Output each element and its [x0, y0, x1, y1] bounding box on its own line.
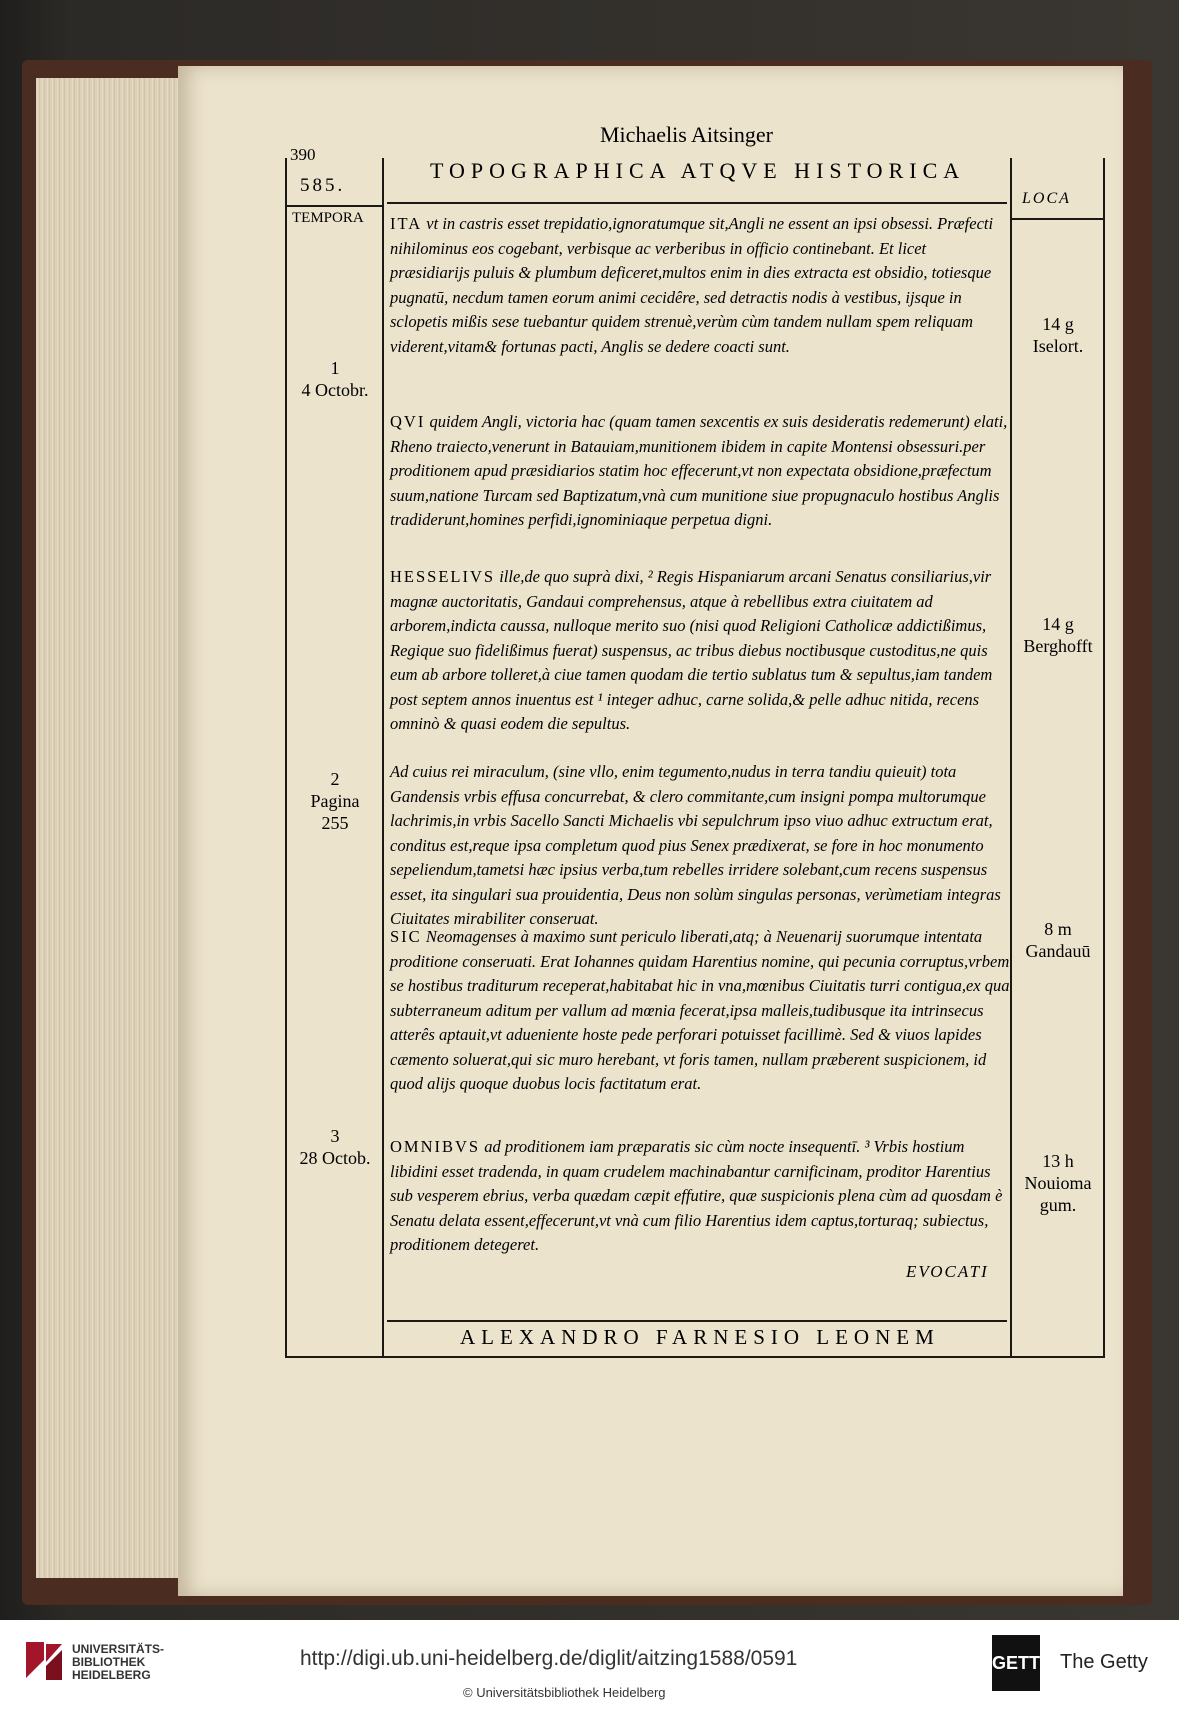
frame-left-rule	[285, 158, 287, 1358]
getty-logo-icon: GETTY	[992, 1635, 1040, 1691]
library-name: UNIVERSITÄTS- BIBLIOTHEK HEIDELBERG	[72, 1642, 165, 1682]
paragraph-omnibus: OMNIBVS ad proditionem iam præparatis sic cùm nocte insequentī. ³ Vrbis hostium libidini esset tradenda, in quam crudelem machinabantur carnificinam, proditor Harentius sub vesperem ebrius, verba quædam cæpit effutire, quæ suspicionis plena cùm ad quosdam è Senatu delata essent,effecerunt,vt vnà cum filio Harentius idem captus,torturaq; subiectus, proditionem detegeret.	[390, 1137, 1003, 1254]
copyright-text: © Universitätsbibliothek Heidelberg	[463, 1685, 666, 1700]
paragraph-hesselius: HESSELIVS ille,de quo suprà dixi, ² Regis Hispaniarum arcani Senatus consiliarius,vir magnæ auctoritatis, Gandaui comprehensus, atque à rebellibus extra ciuitatem ad arborem,indicta caussa, nulloque merito suo (nisi quod Religioni Catholicæ addictißimus, Regique suo fidelißimus fuerat) suspensus, ac tribus diebus noctibusque custoditus,ne quis eum ab arbore tolleret,à ciue tamen quodam die tertio sublatus tum & sepultus,iam tandem post septem annos inuentus est ¹ integer adhuc, carne solida,& pelle adhuc nitida, recens omninò & quasi eodem die sepultus.	[390, 567, 993, 733]
header-title: TOPOGRAPHICA ATQVE HISTORICA	[430, 158, 966, 183]
paragraph-sic: SIC Neomagenses à maximo sunt periculo liberati,atq; à Neuenarij suorumque intentata proditione conseruati. Erat Iohannes quidam Harentius nomine, qui pecunia corruptus,vrbem se hostibus traditurum receperat,habitabat hic in vna,mœnibus Ciuitatis turri contigua,ex qua subterraneum aditum per vallum ad mœnia fecerat,ipsa malleis,tudibusque ita intrinsecus atterês aptauit,vt adueniente hoste pede perforari potuisset facillimè. Sed & viuos lapides cæmento soluerat,qui sic muro herebant, vt foris tamen, nullam præberent suspicionem, id quod alijs quoque duobus locis factitatum erat.	[390, 927, 1010, 1093]
margin-note-3: 3 28 Octob.	[299, 1126, 371, 1168]
getty-name: The Getty	[1060, 1651, 1148, 1673]
header-rule	[387, 202, 1007, 204]
side-note-gandau: 8 m Gandauū	[1025, 919, 1091, 961]
column-rule-left	[382, 158, 384, 1358]
running-head: Michaelis Aitsinger	[600, 122, 773, 147]
loca-rule	[1012, 218, 1104, 220]
frame-bottom-rule	[285, 1356, 1105, 1358]
loca-label: LOCA	[1022, 190, 1071, 207]
library-logo-icon	[22, 1638, 66, 1684]
page-number: 390	[290, 145, 316, 164]
catchword: EVOCATI	[906, 1262, 989, 1281]
page-edges	[36, 78, 188, 1578]
footer-rule	[387, 1320, 1007, 1322]
side-note-nouiomagum: 13 h Nouioma gum.	[1024, 1151, 1092, 1215]
year-label: 585.	[300, 175, 346, 196]
footer-title: ALEXANDRO FARNESIO LEONEM	[460, 1325, 940, 1349]
paragraph-qvi: QVI quidem Angli, victoria hac (quam tamen sexcentis ex suis desideratis redemerunt) elati, Rheno traiecto,venerunt in Batauiam,munitionem ibidem in capite Montensi obsessuri.per proditionem apud præsidiarios statim hoc effecerunt,vt non expectata obsidione,præfectum suum,natione Turcam sed Baptizatum,vnà cum munitione siue propugnaculo hostibus Anglis tradiderunt,homines perfidi,ignominiaque perpetua digni.	[390, 412, 1008, 529]
permalink-url[interactable]: http://digi.ub.uni-heidelberg.de/diglit/aitzing1588/0591	[300, 1647, 798, 1670]
side-note-berghofft: 14 g Berghofft	[1023, 614, 1093, 656]
paragraph-ita: ITA vt in castris esset trepidatio,ignoratumque sit,Angli ne essent an ipsi obsessi. Præfecti nihilominus eos cogebant, verbisque ac verberibus in officio continebant. Et licet præsidiarijs puluis & plumbum deficeret,multos enim in dies extracta est obsidio, totiesque pugnatū, necdum tamen eorum animi cecidêre, sed detractis nodis à vestibus, ijsque in sclopetis mißis sese tuebantur quidem strenuè,verùm cùm tandem nullam spem reliquam viderent,vitam& fortunas pacti, Anglis se dedere coacti sunt.	[390, 214, 994, 356]
margin-note-1: 1 4 Octobr.	[301, 358, 369, 400]
side-note-iselort: 14 g Iselort.	[1032, 314, 1084, 356]
year-rule	[287, 205, 382, 207]
margin-note-2: 2 Pagina 255	[310, 769, 360, 833]
tempora-label: TEMPORA	[292, 210, 364, 226]
paragraph-miraculum: Ad cuius rei miraculum, (sine vllo, enim tegumento,nudus in terra tandiu quieuit) tota Gandensis vrbis effusa concurrebat, & clero commitante,cum insigni pompa multorumque lachrimis,in vrbis Sacello Sancti Michaelis vbi sepulchrum ipso viuo adhuc extructum erat, conditus est,reque ipsa completum quod pius Senex prædixerat, se fore in hoc monumento sepeliendum,tametsi hæc ipsius verba,tum rebelles irridere solebant,cum recens suspensus esset, ita singulari sua prouidentia, Deus non solùm singulas personas, verùmetiam integras Ciuitates mirabiliter conseruat.	[390, 762, 1001, 928]
